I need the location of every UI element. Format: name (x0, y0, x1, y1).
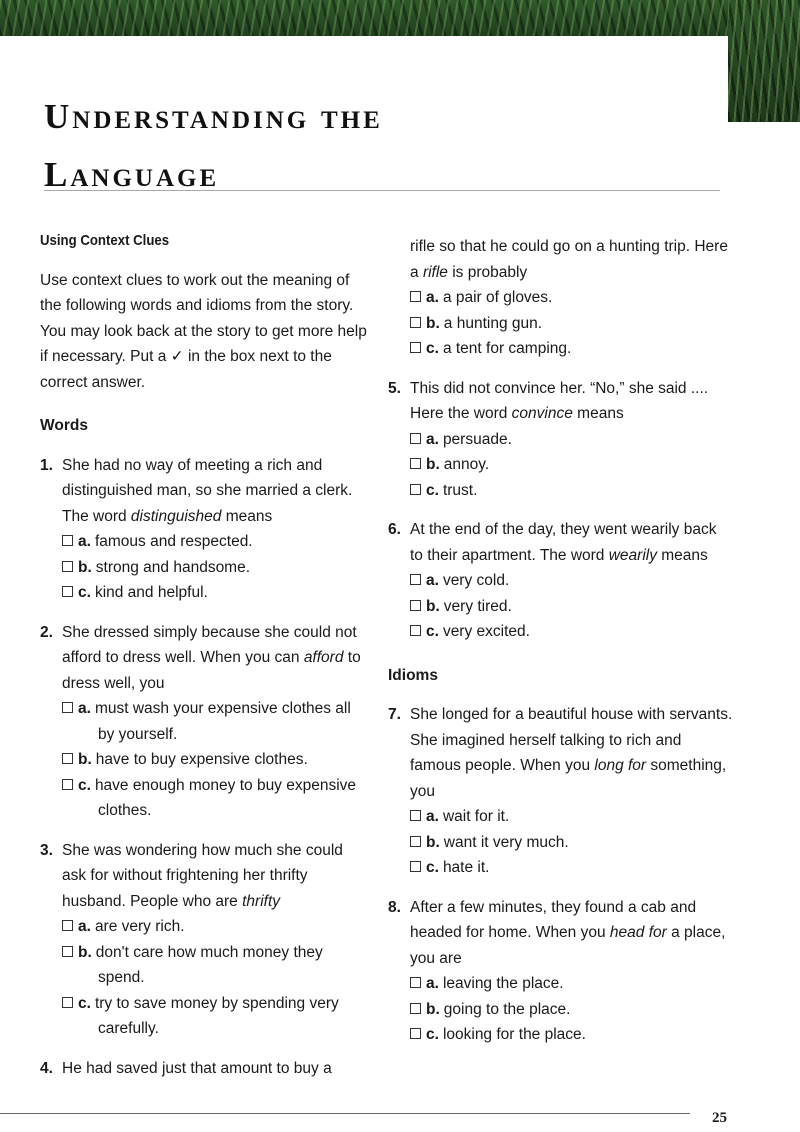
question-stem: She dressed simply because she could not afford to dress well. When you can (62, 623, 357, 666)
option-letter: a. (78, 918, 91, 935)
option-c[interactable] (62, 580, 370, 606)
question-text (410, 234, 733, 285)
question-4-start (40, 1056, 370, 1082)
question-stem: After a few minutes, they found a cab and headed for home. When you (410, 898, 697, 941)
answer-checkbox[interactable] (410, 574, 421, 585)
title-divider (44, 190, 720, 191)
question-stem-end: something, you (410, 757, 727, 800)
option-letter: b. (426, 314, 440, 332)
option-text: very excited. (442, 623, 530, 640)
target-word: distinguished (130, 507, 222, 525)
question-3 (40, 838, 370, 1042)
question-number: 3. (40, 841, 53, 859)
question-number: 5. (388, 379, 401, 397)
option-text: try to save money by spending very carefully. (94, 994, 339, 1037)
answer-checkbox[interactable] (410, 625, 421, 636)
option-letter: b. (426, 833, 440, 851)
option-letter: c. (78, 994, 91, 1012)
answer-checkbox[interactable] (410, 836, 421, 847)
option-c[interactable] (62, 991, 370, 1042)
option-text: annoy. (443, 456, 490, 473)
option-letter: b. (426, 597, 440, 615)
answer-checkbox[interactable] (62, 946, 73, 957)
answer-checkbox[interactable] (62, 586, 73, 597)
page-title-line1: Understanding the (44, 97, 383, 136)
answer-checkbox[interactable] (410, 977, 421, 988)
question-stem-end: a place, you are (410, 924, 726, 967)
grass-photo-side (728, 0, 800, 122)
option-a[interactable] (62, 696, 370, 747)
option-letter: a. (426, 572, 439, 589)
option-c[interactable] (410, 855, 733, 881)
answer-checkbox[interactable] (410, 433, 421, 444)
answer-checkbox[interactable] (410, 1003, 421, 1014)
option-letter: b. (78, 943, 92, 961)
option-text: trust. (442, 481, 478, 499)
question-stem: This did not convince her. “No,” she said .... Here the word (410, 379, 709, 422)
question-stem: She was wondering how much she could ask for without frightening her thrifty husband. People who are (62, 841, 343, 910)
question-4-continued (388, 234, 733, 362)
question-1 (40, 453, 370, 606)
target-word: long for (594, 757, 647, 774)
question-stem-end: to dress well, you (62, 649, 361, 692)
option-text: have to buy expensive clothes. (95, 751, 308, 768)
question-6 (388, 517, 733, 645)
option-text: a pair of gloves. (442, 289, 553, 306)
option-text: a tent for camping. (442, 340, 572, 357)
option-letter: a. (78, 533, 91, 550)
page-title-line2: Language (44, 155, 220, 194)
answer-checkbox[interactable] (410, 484, 421, 495)
answer-checkbox[interactable] (62, 997, 73, 1008)
target-word: thrifty (242, 892, 281, 910)
question-number: 7. (388, 706, 401, 723)
words-heading: Words (40, 417, 88, 434)
question-text (62, 838, 370, 915)
footer-divider (0, 1113, 690, 1114)
question-text (410, 895, 733, 972)
option-text: looking for the place. (442, 1026, 586, 1043)
option-letter: c. (426, 340, 439, 357)
option-a[interactable] (62, 914, 370, 940)
answer-checkbox[interactable] (62, 535, 73, 546)
answer-checkbox[interactable] (62, 920, 73, 931)
option-letter: b. (78, 751, 92, 768)
option-letter: a. (426, 289, 439, 306)
answer-checkbox[interactable] (410, 342, 421, 353)
option-text: don't care how much money they spend. (95, 943, 323, 986)
answer-checkbox[interactable] (410, 861, 421, 872)
option-text: persuade. (442, 430, 512, 448)
option-text: very tired. (443, 597, 512, 615)
option-b[interactable] (410, 594, 733, 620)
question-text (410, 376, 733, 427)
option-a[interactable] (62, 529, 370, 555)
target-word: wearily (608, 546, 657, 564)
option-b[interactable] (62, 940, 370, 991)
option-text: are very rich. (94, 918, 185, 935)
target-word: afford (303, 649, 344, 666)
option-b[interactable] (410, 997, 733, 1023)
answer-checkbox[interactable] (410, 291, 421, 302)
option-text: kind and helpful. (94, 584, 208, 601)
option-letter: c. (78, 776, 91, 794)
option-b[interactable] (62, 747, 370, 773)
option-letter: a. (426, 430, 439, 448)
option-text: a hunting gun. (443, 314, 543, 332)
question-number: 4. (40, 1059, 53, 1077)
option-a[interactable] (410, 804, 733, 830)
question-text (410, 702, 733, 804)
option-a[interactable] (410, 568, 733, 594)
option-text: famous and respected. (94, 533, 253, 550)
option-text: hate it. (442, 859, 490, 876)
option-letter: c. (426, 859, 439, 876)
target-word: head for (609, 924, 667, 941)
option-b[interactable] (410, 452, 733, 478)
question-text (410, 517, 733, 568)
option-letter: c. (426, 1026, 439, 1043)
option-letter: b. (426, 456, 440, 473)
option-text: going to the place. (443, 1000, 571, 1018)
option-text: have enough money to buy expensive clothes. (94, 776, 357, 819)
answer-checkbox[interactable] (62, 779, 73, 790)
option-letter: c. (78, 584, 91, 601)
option-c[interactable] (410, 619, 733, 645)
question-stem: At the end of the day, they went wearily back to their apartment. The word (410, 521, 717, 564)
question-7 (388, 702, 733, 881)
option-a[interactable] (410, 971, 733, 997)
option-b[interactable] (62, 555, 370, 581)
option-c[interactable] (62, 773, 370, 824)
option-text: want it very much. (443, 833, 569, 851)
page-number: 25 (712, 1110, 727, 1126)
question-number: 8. (388, 898, 401, 916)
target-word: rifle (422, 263, 448, 281)
option-b[interactable] (410, 311, 733, 337)
option-letter: c. (426, 481, 439, 499)
question-stem-end: is probably (447, 263, 528, 281)
answer-checkbox[interactable] (410, 1028, 421, 1039)
question-stem-end: means (221, 507, 273, 525)
question-stem-end: means (572, 405, 624, 422)
page-title (44, 88, 704, 204)
option-text: leaving the place. (442, 975, 564, 992)
instructions: Use context clues to work out the meaning of the following words and idioms from the story. You may look back at the story to get more help if necessary. Put a ✓ in the box next to the correct answer. (40, 271, 367, 391)
idioms-heading: Idioms (388, 666, 438, 684)
question-stem: rifle so that he could go on a hunting trip. Here a (410, 238, 728, 281)
left-column (40, 228, 370, 1081)
question-number: 1. (40, 456, 53, 474)
question-5 (388, 376, 733, 504)
option-a[interactable] (410, 285, 733, 311)
section-heading: Using Context Clues (40, 232, 170, 249)
option-c[interactable] (410, 1022, 733, 1048)
option-text: strong and handsome. (95, 558, 251, 576)
option-b[interactable] (410, 830, 733, 856)
option-letter: b. (426, 1000, 440, 1018)
answer-checkbox[interactable] (410, 458, 421, 469)
option-letter: b. (78, 558, 92, 576)
question-stem: She longed for a beautiful house with servants. She imagined herself talking to rich and famous people. When you (410, 706, 733, 774)
option-c[interactable] (410, 478, 733, 504)
option-text: very cold. (442, 572, 510, 589)
option-text: wait for it. (442, 808, 510, 825)
grass-photo-top (0, 0, 800, 38)
question-number: 2. (40, 623, 53, 641)
question-2 (40, 620, 370, 824)
option-letter: a. (426, 975, 439, 992)
option-text: must wash your expensive clothes all by yourself. (94, 700, 351, 743)
right-column (388, 234, 733, 1048)
target-word: convince (511, 405, 573, 422)
option-c[interactable] (410, 336, 733, 362)
question-text: He had saved just that amount to buy a (62, 1059, 332, 1077)
question-8 (388, 895, 733, 1048)
option-letter: a. (426, 808, 439, 825)
question-stem-end: means (656, 546, 708, 564)
answer-checkbox[interactable] (62, 753, 73, 764)
question-stem: She had no way of meeting a rich and distinguished man, so she married a clerk. The word (62, 456, 353, 525)
question-number: 6. (388, 521, 401, 538)
answer-checkbox[interactable] (62, 561, 73, 572)
answer-checkbox[interactable] (62, 702, 73, 713)
answer-checkbox[interactable] (410, 600, 421, 611)
question-text (62, 453, 370, 530)
option-letter: a. (78, 700, 91, 717)
question-text (62, 620, 370, 697)
answer-checkbox[interactable] (410, 317, 421, 328)
option-a[interactable] (410, 427, 733, 453)
answer-checkbox[interactable] (410, 810, 421, 821)
option-letter: c. (426, 623, 439, 640)
